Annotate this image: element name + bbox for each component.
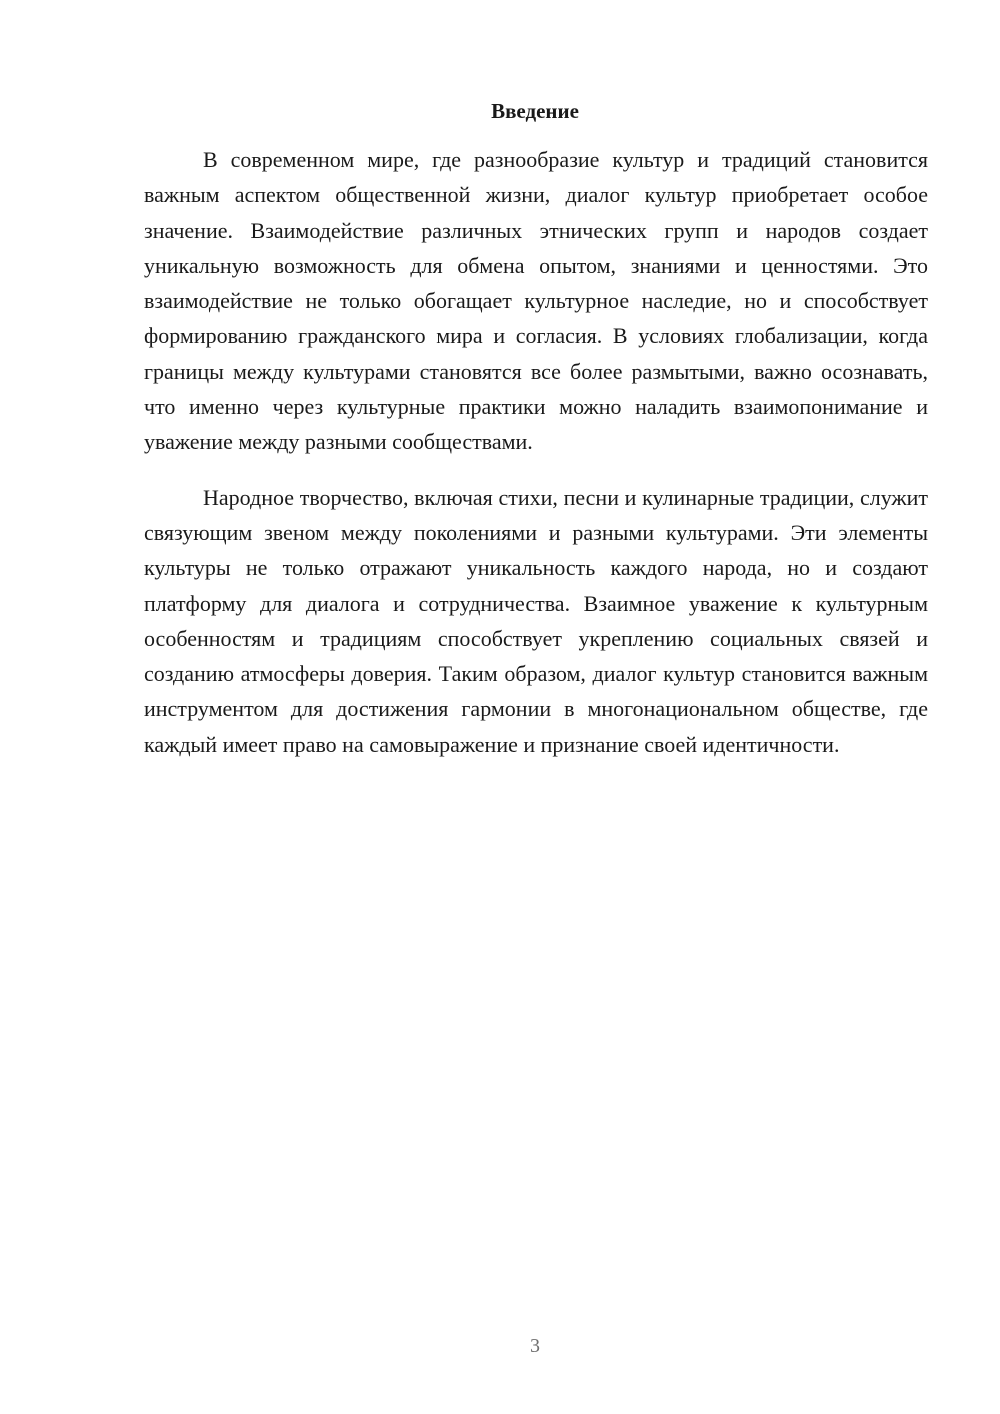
page-number: 3: [530, 1335, 540, 1357]
document-body: [144, 142, 928, 782]
paragraph-2: Народное творчество, включая стихи, песни и кулинарные традиции, служит связующим звеном между поколениями и разными культурами. Эти элементы культуры не только отражают уникальность каждого народа, но и создают платформу для диалога и сотрудничества. Взаимное уважение к культурным особенностям и традициям способствует укреплению социальных связей и созданию атмосферы доверия. Таким образом, диалог культур становится важным инструментом для достижения гармонии в многонациональном обществе, где каждый имеет право на самовыражение и признание своей идентичности.: [144, 484, 928, 757]
page-title: Введение: [491, 99, 579, 123]
paragraph-1: В современном мире, где разнообразие культур и традиций становится важным аспектом общественной жизни, диалог культур приобретает особое значение. Взаимодействие различных этнических групп и народов создает уникальную возможность для обмена опытом, знаниями и ценностями. Это взаимодействие не только обогащает культурное наследие, но и способствует формированию гражданского мира и согласия. В условиях глобализации, когда границы между культурами становятся все более размытыми, важно осознавать, что именно через культурные практики можно наладить взаимопонимание и уважение между разными сообществами.: [144, 147, 928, 455]
